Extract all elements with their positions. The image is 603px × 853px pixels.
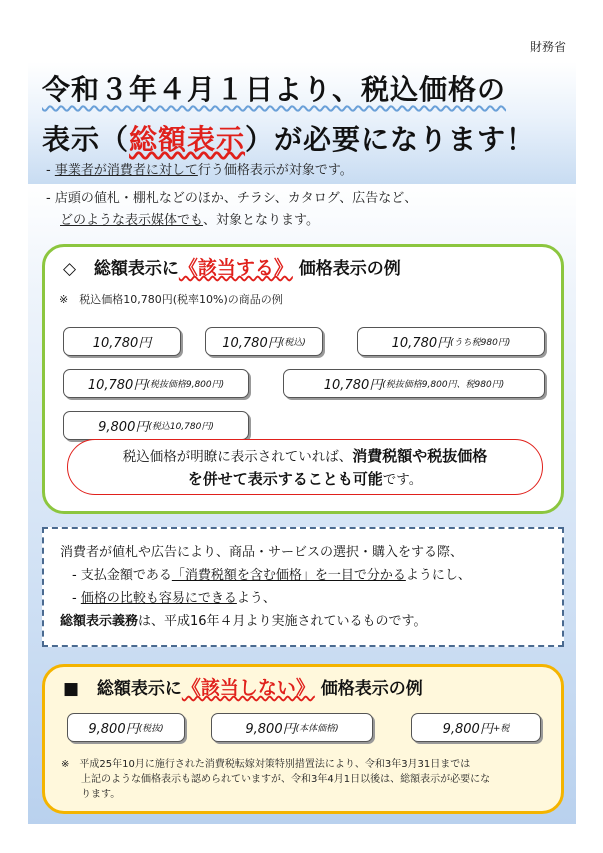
bullet-item-continued xyxy=(46,210,417,232)
bullet-item xyxy=(46,160,417,182)
price-main: 9,800円 xyxy=(98,420,149,435)
bullet-underlined: どのような表示媒体でも xyxy=(60,213,204,228)
price-sub: (うち税980円) xyxy=(450,338,511,348)
price-main: 9,800円 xyxy=(442,722,493,737)
transition-note xyxy=(61,757,551,802)
callout-text: です。 xyxy=(382,472,423,488)
headline-line-1: 令和３年４月１日より、税込価格の xyxy=(42,73,507,106)
purpose-text: は、平成16年４月より実施されているものです。 xyxy=(138,614,427,629)
purpose-text: - 支払金額である xyxy=(72,568,172,583)
disclosure-callout xyxy=(67,439,543,495)
price-main: 10,780円 xyxy=(92,336,152,351)
price-sub: (税抜) xyxy=(138,724,164,734)
price-example-pill xyxy=(67,713,185,742)
price-example-pill xyxy=(63,411,249,440)
callout-emphasis: 消費税額や税抜価格 xyxy=(352,447,488,465)
scope-bullets xyxy=(46,160,417,232)
purpose-line-4 xyxy=(60,610,548,633)
headline-line-2-suffix: ）が必要になります！ xyxy=(245,123,536,156)
bullet-underlined: 事業者が消費者に対して xyxy=(54,163,198,178)
purpose-underlined: 「消費税額を含む価格」を一目で分かる xyxy=(171,568,406,583)
applicable-note: ※ 税込価格10,780円(税率10%)の商品の例 xyxy=(59,293,283,306)
price-example-pill xyxy=(63,369,249,398)
applicable-title-suffix: 価格表示の例 xyxy=(298,259,401,279)
price-main: 9,800円 xyxy=(88,722,139,737)
applicable-title-highlight: 《該当する》 xyxy=(178,257,293,279)
ministry-name: 財務省 xyxy=(529,40,566,54)
bullet-text: 店頭の値札・棚札などのほか、チラシ、カタログ、広告など、 xyxy=(54,191,418,206)
bullet-marker: - xyxy=(46,191,55,206)
not-applicable-title xyxy=(63,673,423,700)
purpose-line-2 xyxy=(60,564,548,587)
price-sub: (税抜価格9,800円、税980円) xyxy=(382,380,505,390)
price-example-pill xyxy=(205,327,323,356)
price-main: 10,780円 xyxy=(222,336,281,351)
not-applicable-title-prefix: 総額表示に xyxy=(96,679,182,699)
price-sub: (本体価格) xyxy=(295,724,339,734)
purpose-text: ようにし、 xyxy=(405,568,471,583)
price-example-pill xyxy=(357,327,545,356)
price-main: 10,780円 xyxy=(87,378,147,393)
callout-line-2 xyxy=(68,468,542,491)
price-sub: (税込10,780円) xyxy=(148,422,214,432)
not-applicable-examples-box xyxy=(42,664,564,814)
price-main: 9,800円 xyxy=(245,722,296,737)
not-applicable-title-suffix: 価格表示の例 xyxy=(320,679,423,699)
price-sub: (税抜価格9,800円) xyxy=(146,380,225,390)
purpose-text: よう、 xyxy=(236,591,276,606)
headline-line-2 xyxy=(42,118,535,158)
price-example-pill xyxy=(411,713,541,742)
price-example-pill xyxy=(63,327,181,356)
callout-text: 税込価格が明瞭に表示されていれば、 xyxy=(122,449,353,465)
bullet-item xyxy=(46,188,417,210)
bullet-marker: - xyxy=(46,163,55,178)
purpose-line-3 xyxy=(60,587,548,610)
diamond-marker-icon: ◇ xyxy=(63,259,77,279)
headline-line-2-prefix: 表示（ xyxy=(42,123,130,156)
price-main: 10,780円 xyxy=(391,336,451,351)
price-sub: (税込) xyxy=(280,338,306,348)
purpose-text: - xyxy=(72,591,81,606)
purpose-box xyxy=(42,527,564,647)
applicable-title-prefix: 総額表示に xyxy=(93,259,179,279)
transition-note-line: ります。 xyxy=(81,789,121,800)
price-main: 10,780円 xyxy=(323,378,383,393)
purpose-bold: 総額表示義務 xyxy=(60,614,139,629)
transition-note-line: ※ 平成25年10月に施行された消費税転嫁対策特別措置法により、令和3年3月31日までは xyxy=(61,759,471,770)
bullet-text: 行う価格表示が対象です。 xyxy=(197,163,353,178)
bullet-text: 、対象となります。 xyxy=(203,213,319,228)
purpose-line-1: 消費者が値札や広告により、商品・サービスの選択・購入をする際、 xyxy=(60,545,464,560)
transition-note-line: 上記のような価格表示も認められていますが、令和3年4月1日以後は、総額表示が必要にな xyxy=(81,774,491,785)
square-marker-icon: ■ xyxy=(63,679,80,699)
price-sub: +税 xyxy=(492,724,510,734)
not-applicable-title-highlight: 《該当しない》 xyxy=(181,677,315,699)
poster xyxy=(28,32,576,824)
applicable-examples-box xyxy=(42,244,564,514)
price-example-pill xyxy=(211,713,373,742)
callout-emphasis: を併せて表示することも可能 xyxy=(187,470,383,488)
purpose-underlined: 価格の比較も容易にできる xyxy=(80,591,237,606)
headline-highlight: 総額表示 xyxy=(129,123,246,156)
applicable-title xyxy=(63,253,401,280)
callout-line-1 xyxy=(68,445,542,468)
price-example-pill xyxy=(283,369,545,398)
